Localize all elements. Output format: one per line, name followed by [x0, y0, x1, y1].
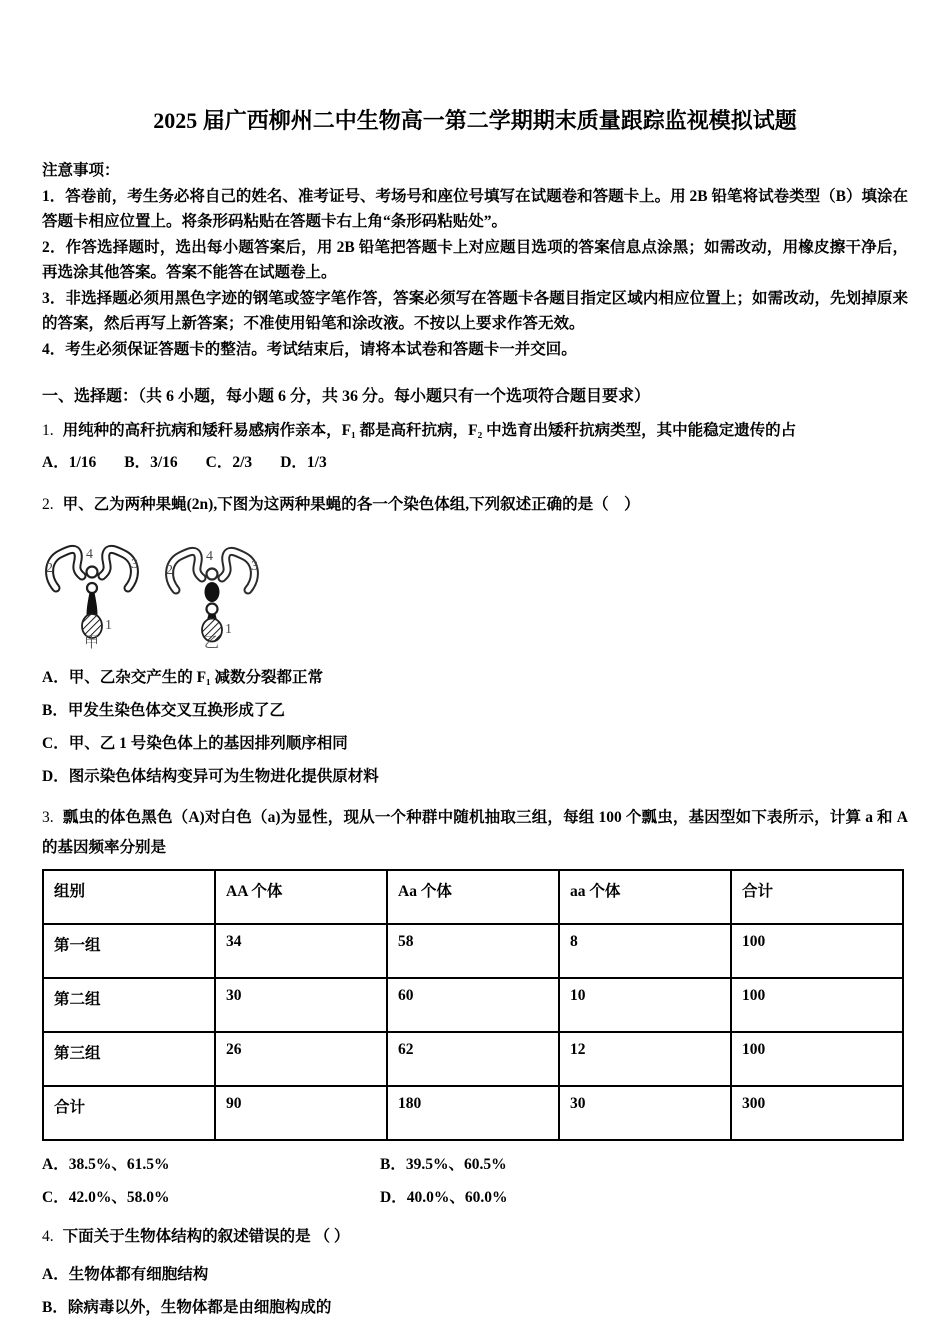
table-cell: 12 [559, 1032, 731, 1086]
question-1-option-b: B．3/16 [124, 454, 178, 471]
question-1-number: 1. [42, 422, 54, 439]
chromosome-2-label: 2 [166, 563, 173, 578]
table-total-row [43, 1086, 903, 1140]
question-4-number: 4. [42, 1228, 54, 1245]
chromosome-figure [42, 524, 908, 655]
chromosome-1-dark-top-segment [205, 582, 220, 602]
question-4-option-a: A．生物体都有细胞结构 [42, 1266, 209, 1283]
table-row [43, 978, 903, 1032]
yi-set-label: 乙 [204, 635, 220, 650]
notice-section [42, 158, 908, 362]
chromosome-2-label: 2 [46, 561, 53, 576]
question-3-stem [42, 803, 908, 863]
question-2-option-a: A．甲、乙杂交产生的 F₁ 减数分裂都正常 [42, 669, 324, 686]
section-one-heading: 一、选择题：（共 6 小题，每小题 6 分，共 36 分。每小题只有一个选项符合题目要求） [42, 388, 651, 405]
question-4-text: 下面关于生物体结构的叙述错误的是 （ ） [62, 1228, 350, 1245]
table-cell: 300 [731, 1086, 903, 1140]
yi-chromosome-set [166, 549, 258, 650]
table-cell: 34 [215, 924, 387, 978]
fruit-fly-chromosome-sets-image [42, 524, 284, 650]
chromosome-3-label: 3 [251, 559, 258, 574]
table-cell: 62 [387, 1032, 559, 1086]
chromosome-1-dark-segment [87, 593, 98, 616]
table-cell: 90 [215, 1086, 387, 1140]
question-1-option-c: C．2/3 [205, 454, 253, 471]
chromosome-4-label: 4 [206, 549, 213, 564]
table-row [43, 924, 903, 978]
question-4 [42, 1222, 908, 1318]
question-2-number: 2. [42, 496, 54, 513]
table-row [43, 1032, 903, 1086]
table-cell: 合计 [43, 1086, 215, 1140]
chromosome-1-top-segment [87, 583, 97, 593]
table-header-cell: 组别 [43, 870, 215, 924]
chromosome-4-label: 4 [86, 547, 93, 562]
notice-item-4: 4．考生必须保证答题卡的整洁。考试结束后，请将本试卷和答题卡一并交回。 [42, 340, 577, 358]
chromosome-1-label: 1 [105, 618, 112, 633]
question-2-text: 甲、乙为两种果蝇(2n),下图为这两种果蝇的各一个染色体组,下列叙述正确的是（ ） [62, 496, 640, 513]
table-cell: 180 [387, 1086, 559, 1140]
table-cell: 30 [559, 1086, 731, 1140]
chromosome-1-label: 1 [225, 622, 232, 637]
page-title: 2025 届广西柳州二中生物高一第二学期期末质量跟踪监视模拟试题 [153, 108, 797, 133]
question-2-option-b: B．甲发生染色体交叉互换形成了乙 [42, 702, 285, 719]
question-4-option-b: B．除病毒以外，生物体都是由细胞构成的 [42, 1299, 332, 1316]
table-cell: 8 [559, 924, 731, 978]
question-2-stem [42, 490, 908, 520]
question-3 [42, 803, 908, 1208]
question-3-option-d: D．40.0%、60.0% [380, 1189, 508, 1206]
question-2-option-d: D．图示染色体结构变异可为生物进化提供原材料 [42, 768, 379, 785]
chromosome-4-shape [207, 569, 218, 580]
notice-item-3: 3．非选择题必须用黑色字迹的钢笔或签字笔作答，答案必须写在答题卡各题目指定区域内相应位置上；如需改动，先划掉原来的答案，然后再写上新答案；不准使用铅笔和涂改液。不按以上要求作答无效。 [42, 289, 908, 332]
question-2-option-c: C．甲、乙 1 号染色体上的基因排列顺序相同 [42, 735, 348, 752]
question-1-stem [42, 416, 908, 446]
question-3-number: 3. [42, 809, 54, 826]
question-3-option-c: C．42.0%、58.0% [42, 1189, 170, 1206]
question-1-option-a: A．1/16 [42, 454, 97, 471]
table-cell: 100 [731, 978, 903, 1032]
notice-item-2: 2．作答选择题时，选出每小题答案后，用 2B 铅笔把答题卡上对应题目选项的答案信息点涂黑；如需改动，用橡皮擦干净后，再选涂其他答案。答案不能答在试题卷上。 [42, 238, 908, 281]
question-4-stem [42, 1222, 908, 1252]
chromosome-1-light-segment [207, 604, 218, 615]
chromosome-3-label: 3 [131, 557, 138, 572]
question-1-text: 用纯种的高秆抗病和矮秆易感病作亲本，F₁ 都是高秆抗病，F₂ 中选育出矮秆抗病类型，其中能稳定遗传的占 [62, 422, 797, 439]
notice-heading: 注意事项： [42, 162, 120, 179]
question-3-option-b: B．39.5%、60.5% [380, 1156, 507, 1173]
genotype-table [42, 869, 904, 1141]
table-cell: 第二组 [43, 978, 215, 1032]
question-2 [42, 490, 908, 787]
question-1 [42, 416, 908, 478]
jia-set-label: 甲 [84, 635, 100, 650]
table-cell: 第三组 [43, 1032, 215, 1086]
question-1-options [42, 448, 908, 478]
table-cell: 100 [731, 924, 903, 978]
table-cell: 第一组 [43, 924, 215, 978]
table-cell: 60 [387, 978, 559, 1032]
table-header-cell: AA 个体 [215, 870, 387, 924]
question-3-text: 瓢虫的体色黑色（A)对白色（a)为显性，现从一个种群中随机抽取三组，每组 100 个瓢虫，基因型如下表所示，计算 a 和 A 的基因频率分别是 [42, 809, 908, 856]
notice-item-1: 1．答卷前，考生务必将自己的姓名、准考证号、考场号和座位号填写在试题卷和答题卡上。用 2B 铅笔将试卷类型（B）填涂在答题卡相应位置上。将条形码粘贴在答题卡右上角“条形码粘贴处”。 [42, 187, 908, 230]
table-cell: 58 [387, 924, 559, 978]
table-header-cell: aa 个体 [559, 870, 731, 924]
table-cell: 10 [559, 978, 731, 1032]
table-cell: 26 [215, 1032, 387, 1086]
table-cell: 30 [215, 978, 387, 1032]
question-1-option-d: D．1/3 [280, 454, 327, 471]
table-cell: 100 [731, 1032, 903, 1086]
jia-chromosome-set [46, 547, 138, 650]
table-header-cell: Aa 个体 [387, 870, 559, 924]
question-3-option-a: A．38.5%、61.5% [42, 1156, 170, 1173]
table-header-row [43, 870, 903, 924]
chromosome-4-shape [87, 567, 98, 578]
table-header-cell: 合计 [731, 870, 903, 924]
question-3-options [42, 1155, 908, 1208]
